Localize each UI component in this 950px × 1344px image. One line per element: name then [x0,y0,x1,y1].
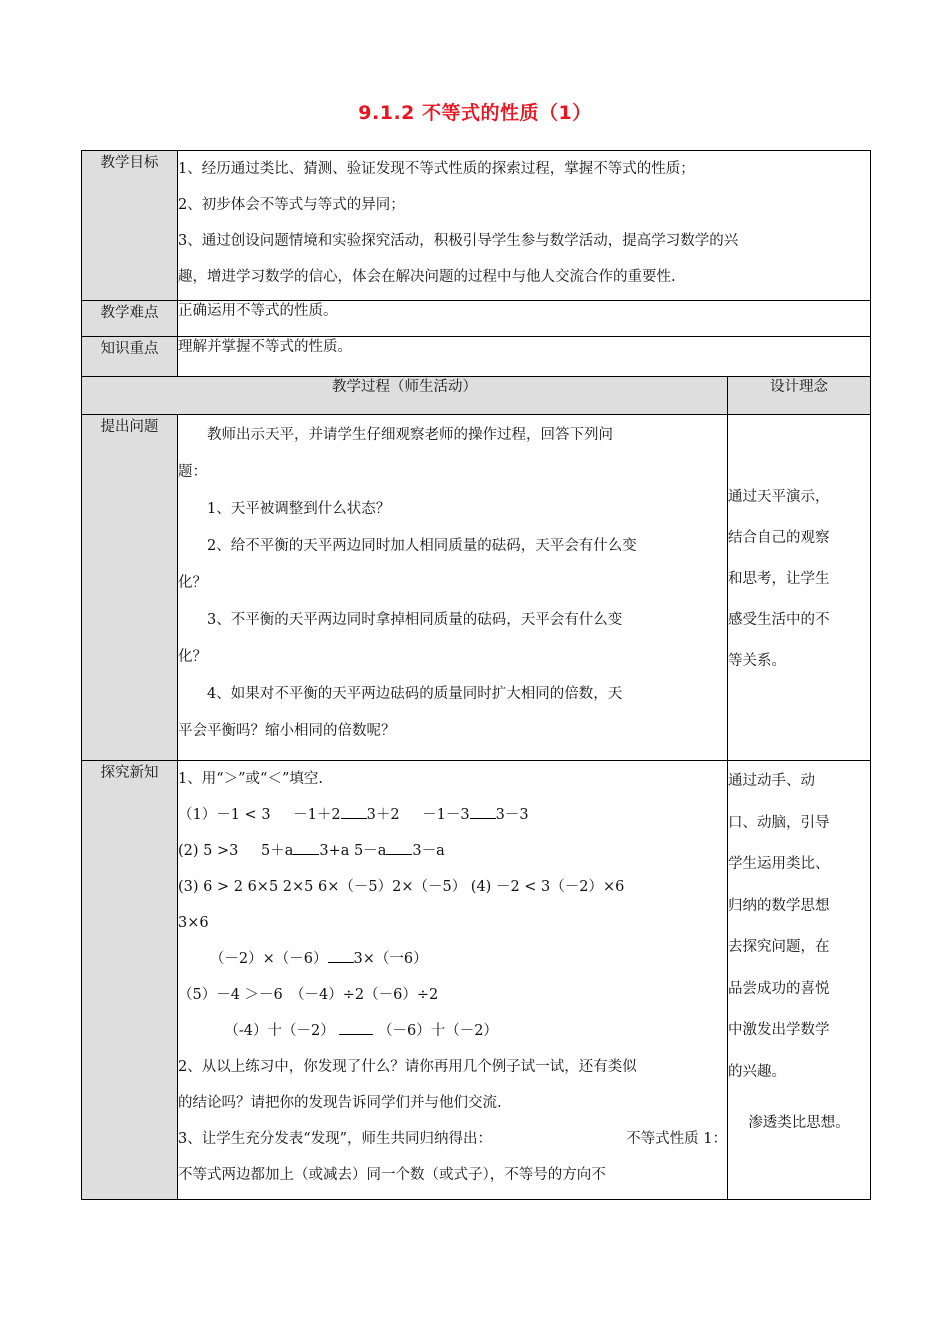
ex-part: －1＋2 [293,807,341,823]
ask-row [82,415,871,761]
objectives-row [82,151,871,301]
explore-q1: 1、用“＞”或“＜”填空. [178,771,323,787]
concept-line: 感受生活中的不 [728,612,830,628]
explore-ex3: (3) 6 > 2 6×5 2×5 6×（－5）2×（－5） (4) －2 < 3（－2）×6 [178,879,625,895]
objectives-label: 教学目标 [82,151,178,301]
explore-q2: 2、从以上练习中，你发现了什么？请你再用几个例子试一试，还有类似 [178,1059,637,1075]
ask-line: 2、给不平衡的天平两边同时加人相同质量的砝码，天平会有什么变 [207,538,637,554]
explore-label: 探究新知 [82,761,178,1200]
explore-ex4 [178,941,727,977]
explore-ex1 [178,797,727,833]
answer-blank[interactable] [470,804,496,819]
explore-q3 [178,1121,727,1157]
ask-label: 提出问题 [82,415,178,761]
objectives-content [178,151,871,301]
concept-line: 通过动手、动 [728,773,815,789]
ex-part: (2) 5 >3 [178,843,239,859]
ex-part: －1－3 [422,807,470,823]
process-header: 教学过程（师生活动） [82,377,728,415]
ex-part: （－2）×（－6） [209,951,328,967]
answer-blank[interactable] [339,1020,373,1035]
ex-part: 3、让学生充分发表“发现”，师生共同归纳得出： [178,1131,493,1147]
difficulty-row [82,301,871,337]
answer-blank[interactable] [341,804,367,819]
concept-line: 等关系。 [728,653,786,669]
ask-line: 3、不平衡的天平两边同时拿掉相同质量的砝码，天平会有什么变 [207,612,623,628]
ex-part: 3+a 5－a [319,843,387,859]
ex-part: （-4）十（－2） [224,1023,335,1039]
concept-line: 结合自己的观察 [728,530,830,546]
ask-line: 题： [178,464,207,480]
ex-part: 3－3 [495,807,529,823]
concept-line: 的兴趣。 [728,1063,786,1080]
explore-ex3-cont: 3×6 [178,915,209,931]
concept-line: 通过天平演示， [728,489,830,505]
ex-part: 5＋a [260,843,294,859]
explore-concept [728,761,871,1200]
concept-extra: 渗透类比思想。 [748,1115,850,1131]
concept-header: 设计理念 [728,377,871,415]
explore-q2: 的结论吗？请把你的发现告诉同学们并与他们交流. [178,1095,502,1111]
concept-line: 品尝成功的喜悦 [728,980,830,997]
ex-part: （－6）十（－2） [377,1023,498,1039]
key-point-text: 理解并掌握不等式的性质。 [178,337,871,377]
ask-line: 化？ [178,575,207,591]
process-header-row [82,377,871,415]
objective-item: 2、初步体会不等式与等式的异同； [178,197,405,213]
concept-line: 学生运用类比、 [728,856,830,872]
ask-concept [728,415,871,761]
concept-line: 去探究问题，在 [728,939,830,955]
property-label: 不等式性质 1： [626,1131,727,1147]
objective-item: 3、通过创设问题情境和实验探究活动，积极引导学生参与数学活动，提高学习数学的兴 [178,233,739,249]
ex-part: 3＋2 [366,807,400,823]
answer-blank[interactable] [386,840,412,855]
concept-line: 口、动脑，引导 [728,814,830,831]
ex-part: 3×（一6） [353,951,428,967]
ask-line: 4、如果对不平衡的天平两边砝码的质量同时扩大相同的倍数，天 [207,686,623,702]
concept-line: 归纳的数学思想 [728,897,830,914]
ask-line: 化？ [178,649,207,665]
explore-row [82,761,871,1200]
explore-q3: 不等式两边都加上（或减去）同一个数（或式子），不等号的方向不 [178,1167,606,1183]
key-point-row [82,337,871,377]
lesson-plan-table [81,150,871,1200]
concept-line: 和思考，让学生 [728,571,830,587]
ask-line: 1、天平被调整到什么状态？ [207,501,391,517]
ask-content [178,415,728,761]
answer-blank[interactable] [328,948,354,963]
explore-content [178,761,728,1200]
key-point-label: 知识重点 [82,337,178,377]
ask-line: 教师出示天平，并请学生仔细观察老师的操作过程，回答下列问 [207,427,613,443]
explore-ex2 [178,833,727,869]
page-title: 9.1.2 不等式的性质（1） [358,102,592,124]
objective-item: 趣，增进学习数学的信心，体会在解决问题的过程中与他人交流合作的重要性. [178,269,676,285]
difficulty-label: 教学难点 [82,301,178,337]
explore-ex5b [178,1013,727,1049]
difficulty-text: 正确运用不等式的性质。 [178,301,871,337]
ex-part: （1）－1 < 3 [178,807,271,823]
ask-line: 平会平衡吗？缩小相同的倍数呢？ [178,723,396,739]
explore-ex5: （5）－4 ＞－6 （－4）÷2（－6）÷2 [178,987,439,1003]
concept-line: 中激发出学数学 [728,1022,830,1038]
objective-item: 1、经历通过类比、猜测、验证发现不等式性质的探索过程，掌握不等式的性质； [178,161,695,177]
ex-part: 3－a [412,843,445,859]
answer-blank[interactable] [293,840,319,855]
